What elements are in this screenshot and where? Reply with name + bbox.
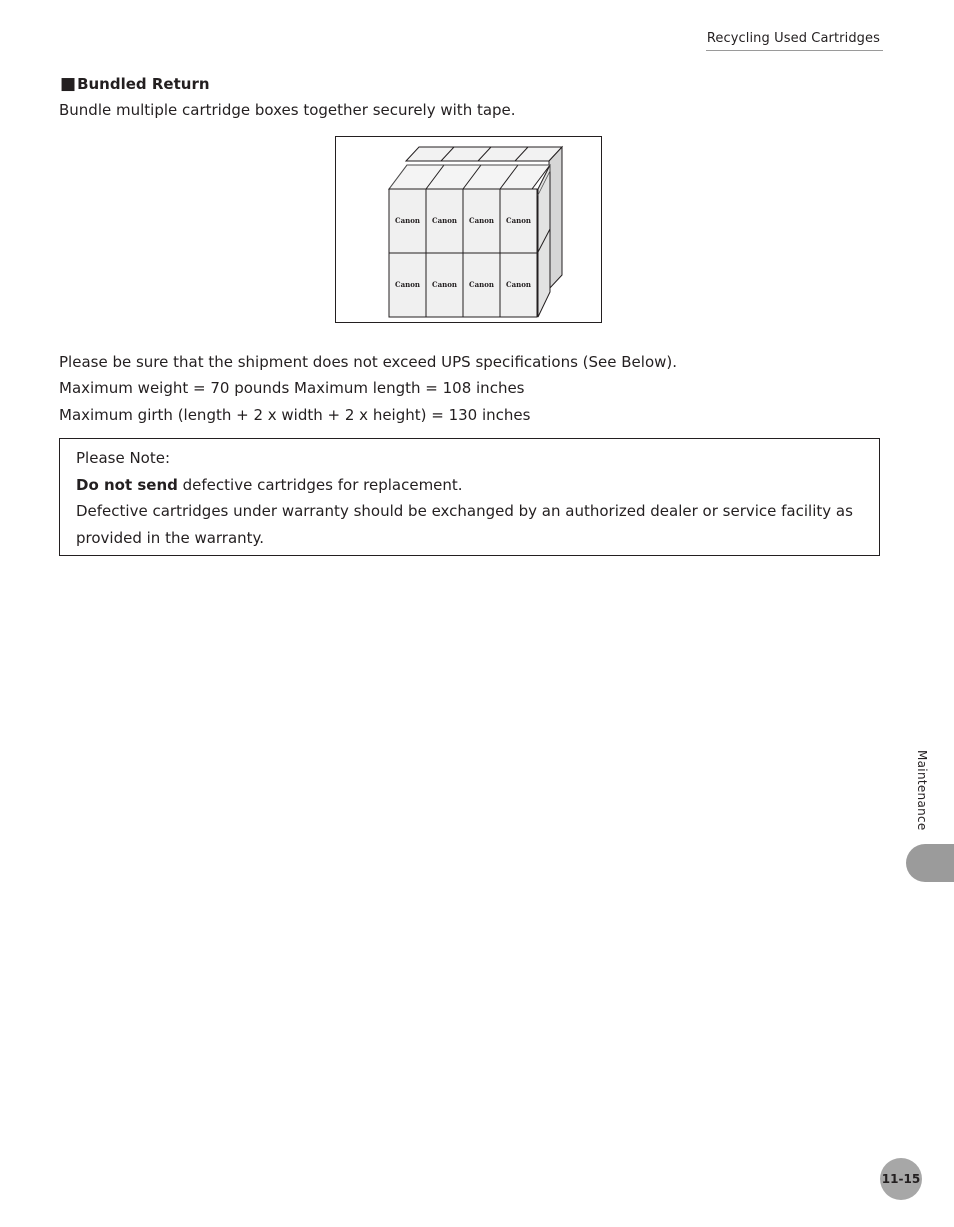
canon-box-label: Canon: [395, 216, 420, 225]
canon-box-label: Canon: [432, 216, 457, 225]
chapter-side-label: Maintenance: [915, 750, 929, 831]
bundled-boxes-figure: [335, 136, 602, 323]
note-line-1-rest: defective cartridges for replacement.: [177, 476, 463, 494]
bundled-boxes-illustration: [336, 137, 603, 324]
note-title: Please Note:: [76, 449, 171, 467]
page-number-badge: 11-15: [880, 1158, 922, 1200]
back-right-side: [549, 147, 562, 289]
canon-box-label: Canon: [506, 216, 531, 225]
spec-line-weight-length: Maximum weight = 70 pounds Maximum length = 108 inches: [59, 379, 525, 397]
chapter-thumb-tab: [906, 844, 954, 882]
heading-square-marker: ■: [60, 74, 77, 94]
spec-line-shipment: Please be sure that the shipment does not exceed UPS specifications (See Below).: [59, 353, 678, 371]
canon-box-label: Canon: [395, 280, 420, 289]
canon-box-label: Canon: [432, 280, 457, 289]
section-heading: [60, 74, 210, 94]
header-rule: [706, 50, 883, 51]
note-line-3: provided in the warranty.: [76, 529, 265, 547]
heading-text: Bundled Return: [77, 75, 210, 93]
spec-line-girth: Maximum girth (length + 2 x width + 2 x height) = 130 inches: [59, 406, 531, 424]
canon-box-label: Canon: [469, 216, 494, 225]
note-box: [59, 438, 880, 556]
page-header-title: Recycling Used Cartridges: [706, 31, 880, 46]
front-row-top: [389, 165, 550, 189]
canon-box-label: Canon: [506, 280, 531, 289]
note-line-1: [76, 476, 463, 494]
note-emphasis: Do not send: [76, 476, 178, 494]
canon-box-label: Canon: [469, 280, 494, 289]
intro-text: Bundle multiple cartridge boxes together securely with tape.: [59, 101, 516, 119]
note-line-2: Defective cartridges under warranty should be exchanged by an authorized dealer or service facility as: [76, 502, 853, 520]
